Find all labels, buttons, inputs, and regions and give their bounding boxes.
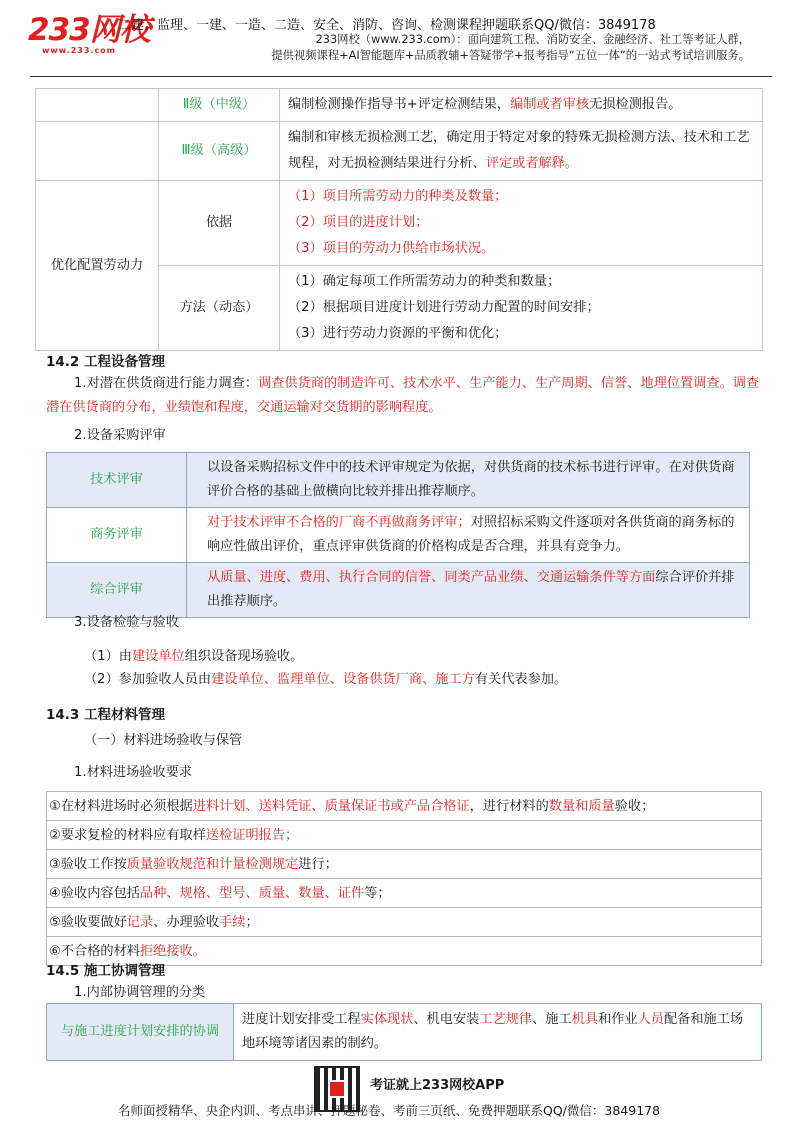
req-text: ③验收工作按: [49, 856, 127, 872]
review-text: 对照招标采购文件逐项对各供货商的商务标的响应性做出评价，重点评审供货商的价格构成是否合理，并具有竞争力。: [207, 515, 735, 554]
desc-text: 、施工: [532, 1012, 572, 1027]
req-highlight: 记录: [126, 914, 154, 930]
section-14-2-title: 14.2 工程设备管理: [46, 354, 166, 370]
review-label: 综合评审: [47, 563, 187, 618]
req-text: ⑥不合格的材料: [49, 943, 140, 959]
table-row: [47, 908, 762, 937]
review-desc: [187, 453, 750, 508]
table-row: [47, 821, 762, 850]
basis-label: 依据: [159, 181, 280, 266]
header-contact-line: 二建、监理、一建、一造、二造、安全、消防、咨询、检测课程押题联系QQ/微信：3849178: [118, 18, 656, 33]
supplier-survey-para: [46, 372, 762, 420]
level-3-highlight: 评定或者解释。: [485, 156, 579, 171]
table-row: [47, 508, 750, 563]
list-item: （3）项目的劳动力供给市场状况。: [288, 241, 495, 256]
procurement-review-table: [46, 452, 750, 618]
req-highlight: 手续: [219, 914, 246, 930]
req-highlight: 拒绝接收。: [139, 943, 206, 959]
material-requirements-heading: 1.材料进场验收要求: [74, 765, 193, 780]
item-highlight: 建设单位、监理单位、设备供货厂商、施工方: [211, 672, 475, 687]
logo-text: 233网校: [28, 12, 150, 48]
level-3-text: 编制和审核无损检测工艺，确定用于特定对象的特殊无损检测方法、技术和工艺规程，对无损检测结果进行分析、: [288, 130, 750, 171]
method-list: [280, 266, 763, 351]
table-cell-empty: [36, 89, 159, 122]
group-label: 优化配置劳动力: [36, 181, 159, 351]
inspection-heading: 3.设备检验与验收: [74, 615, 179, 630]
review-desc: [187, 508, 750, 563]
req-text: ②要求复检的材料应有取样: [49, 827, 206, 843]
level-2-text: 编制检测操作指导书+评定检测结果，: [288, 97, 511, 112]
table-row: [36, 122, 763, 181]
desc-highlight: 实体现状: [360, 1012, 414, 1027]
coordination-label: 与施工进度计划安排的协调: [47, 1004, 234, 1061]
req-text: 验收；: [614, 798, 655, 814]
item-text: （2）参加验收人员由: [84, 672, 212, 687]
material-subheading: （一）材料进场验收与保管: [84, 733, 243, 748]
table-row: [47, 453, 750, 508]
review-label: 商务评审: [47, 508, 187, 563]
list-item: （3）进行劳动力资源的平衡和优化；: [288, 326, 508, 341]
desc-text: 进度计划安排受工程: [242, 1012, 361, 1027]
desc-text: 、机电安装: [413, 1012, 480, 1027]
header-service-line: 提供视频课程+AI智能题库+品质教辅+答疑带学+报考指导“五位一体”的一站式考试培训服务。: [271, 49, 750, 62]
req-highlight: 数量和质量: [548, 798, 615, 814]
item-text: （1）由: [84, 649, 132, 664]
list-item: （2）项目的进度计划；: [288, 215, 429, 230]
req-text: ④验收内容包括: [49, 885, 140, 901]
table-row: [36, 89, 763, 122]
logo-url: www.233.com: [42, 46, 117, 55]
level-3-label: Ⅲ级（高级）: [159, 122, 280, 181]
header-intro-line: 233网校（www.233.com）：面向建筑工程、消防安全、金融经济、社工等考证人群，: [315, 33, 750, 46]
req-text: ；: [245, 914, 259, 930]
item-text-end: 有关代表参加。: [474, 672, 568, 687]
desc-highlight: 人员: [637, 1012, 664, 1027]
inspection-item-1: [84, 645, 800, 669]
table-cell-empty: [36, 122, 159, 181]
req-highlight: 进料计划、送料凭证、质量保证书或产品合格证: [192, 798, 470, 814]
header-divider: [30, 76, 772, 77]
level-3-desc: [280, 122, 763, 181]
desc-highlight: 机具: [571, 1012, 599, 1027]
section-14-3-title: 14.3 工程材料管理: [46, 707, 166, 723]
footer-app-text: 考证就上233网校APP: [370, 1078, 505, 1093]
table-row: [47, 1004, 762, 1061]
para-lead: 1.对潜在供货商进行能力调查：: [74, 376, 259, 391]
list-item: （1）项目所需劳动力的种类及数量；: [288, 189, 508, 204]
item-highlight: 建设单位: [131, 649, 185, 664]
method-label: 方法（动态）: [159, 266, 280, 351]
inspection-item-2: [84, 668, 800, 692]
req-text: ①在材料进场时必须根据: [49, 798, 193, 814]
table-row: [47, 850, 762, 879]
footer-contact-line: 名师面授精华、央企内训、考点串讲、押题秘卷、考前三页纸、免费押题联系QQ/微信：3849178: [118, 1103, 661, 1118]
desc-text: 配备和施工场地环境等诸因素的制约。: [242, 1012, 744, 1051]
level-2-text-end: 无损检测报告。: [589, 97, 682, 112]
review-label: 技术评审: [47, 453, 187, 508]
level-2-label: Ⅱ级（中级）: [159, 89, 280, 122]
page-header: [0, 0, 800, 80]
list-item: （1）确定每项工作所需劳动力的种类和数量；: [288, 274, 561, 289]
req-text: 、办理验收: [153, 914, 220, 930]
req-highlight: 品种、规格、型号、质量、数量、证件: [139, 885, 365, 901]
requirement-cell: [47, 879, 762, 908]
level-2-desc: [280, 89, 763, 122]
section-14-5-title: 14.5 施工协调管理: [46, 963, 166, 979]
requirement-cell: [47, 821, 762, 850]
coordination-subheading: 1.内部协调管理的分类: [74, 985, 206, 1000]
req-highlight: 质量验收规范和计量检测规定: [126, 856, 299, 872]
review-highlight: 从质量、进度、费用、执行合同的信誉、同类产品业绩、交通运输条件等方面: [207, 570, 656, 585]
desc-highlight: 工艺规律: [479, 1012, 533, 1027]
table-row: [36, 181, 763, 266]
table-row: [47, 792, 762, 821]
material-requirements-table: [46, 791, 762, 966]
procurement-review-heading: 2.设备采购评审: [74, 428, 166, 443]
req-text: ，进行材料的: [469, 798, 549, 814]
desc-text: 和作业: [598, 1012, 638, 1027]
req-text: 进行；: [298, 856, 338, 872]
coordination-table: [46, 1003, 762, 1061]
para-highlight: 调查供货商的制造许可、技术水平、生产能力、生产周期、信誉、地理位置调查。调查潜在供货商的分布，业绩饱和程度，交通运输对交货期的影响程度。: [46, 376, 760, 415]
req-highlight: 送检证明报告；: [205, 827, 299, 843]
qr-logo: [328, 1080, 346, 1098]
level-2-highlight: 编制或者审核: [510, 97, 590, 112]
review-text: 以设备采购招标文件中的技术评审规定为依据，对供货商的技术标书进行评审。在对供货商评价合格的基础上做横向比较并排出推荐顺序。: [207, 460, 735, 499]
coordination-desc: [234, 1004, 762, 1061]
table-row: [47, 879, 762, 908]
basis-list: [280, 181, 763, 266]
req-text: ⑤验收要做好: [49, 914, 127, 930]
labor-table: [35, 88, 763, 351]
requirement-cell: [47, 792, 762, 821]
req-text: 等；: [364, 885, 391, 901]
review-desc: [187, 563, 750, 618]
requirement-cell: [47, 850, 762, 879]
review-text: 综合评价并排出推荐顺序。: [207, 570, 735, 609]
list-item: （2）根据项目进度计划进行劳动力配置的时间安排；: [288, 300, 600, 315]
review-highlight: 对于技术评审不合格的厂商不再做商务评审；: [207, 515, 471, 530]
requirement-cell: [47, 908, 762, 937]
table-row: [47, 563, 750, 618]
item-text-end: 组织设备现场验收。: [184, 649, 304, 664]
